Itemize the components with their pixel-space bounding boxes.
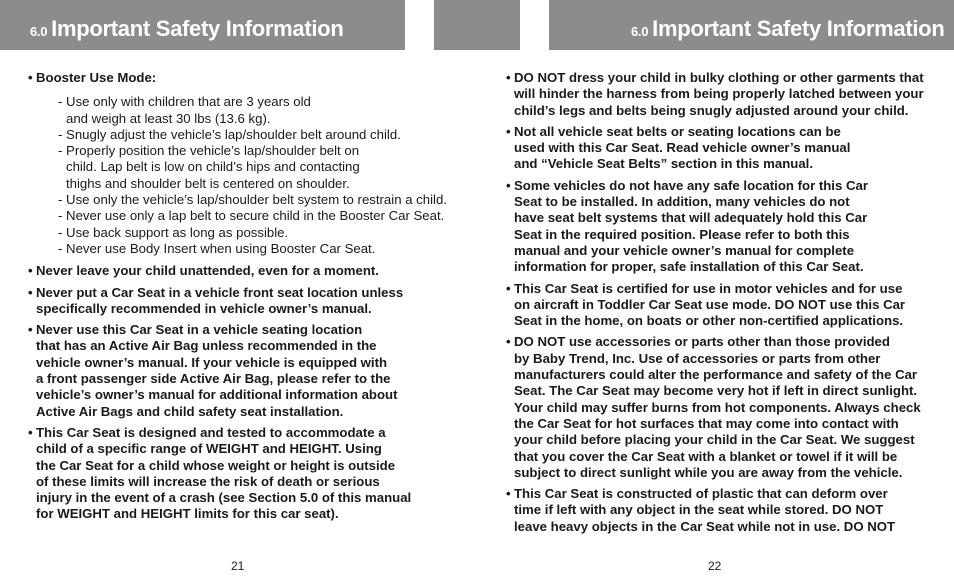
bullet-line: and “Vehicle Seat Belts” section in this manual. [514,156,814,172]
bullet-line: of these limits will increase the risk of death or serious [36,473,380,489]
bullet-line: • This Car Seat is designed and tested to accommodate a [36,424,386,440]
section-number: 6.0 [30,24,48,39]
bullet-line: Seat. The Car Seat may become very hot if left in direct sunlight. [514,383,918,399]
header-bar-spacer-left [434,0,520,50]
bullet-line: • Not all vehicle seat belts or seating locations can be [514,123,841,139]
booster-item-line: - Use back support as long as possible. [58,224,289,240]
booster-item-line: - Use only with children that are 3 years old [58,94,311,110]
left-page-content [28,70,448,528]
bullet-line: information for proper, safe installation of this Car Seat. [514,259,864,275]
bullet-line: used with this Car Seat. Read vehicle owner’s manual [514,140,851,156]
safety-bullet [28,425,448,523]
safety-bullet [506,486,930,535]
bullet-line: the Car Seat for a child whose weight or height is outside [36,457,396,473]
bullet-line: will hinder the harness from being properly latched between your [514,86,924,102]
bullet-line: time if left with any object in the seat while stored. DO NOT [514,502,884,518]
bullet-line: manufacturers could alter the performance and safety of the Car [514,367,918,383]
bullet-line: your child before placing your child in the Car Seat. We suggest [514,432,915,448]
booster-instructions-list [36,94,448,257]
bullet-line: Seat in the home, on boats or other non-certified applications. [514,313,904,329]
bullet-line: injury in the event of a crash (see Section 5.0 of this manual [36,490,412,506]
bullet-line: the Car Seat for hot surfaces that may come into contact with [514,415,899,431]
right-bullet-list [506,70,930,535]
bullet-line: child’s legs and belts being snugly adjusted around your child. [514,102,909,118]
bullet-line: a front passenger side Active Air Bag, please refer to the [36,371,391,387]
booster-item-line: child. Lap belt is low on child’s hips and contacting [66,159,360,175]
bullet-line: vehicle owner’s manual. If your vehicle is equipped with [36,354,388,370]
bullet-line: vehicle’s owner’s manual for additional information about [36,387,398,403]
booster-item-line: - Never use Body Insert when using Booster Car Seat. [58,240,376,256]
booster-item-line: - Use only the vehicle’s lap/shoulder belt system to restrain a child. [58,192,447,208]
page-title-left [30,16,343,42]
bullet-line: Active Air Bags and child safety seat installation. [36,403,344,419]
page-number-right: 22 [708,559,722,573]
bullet-line: that has an Active Air Bag unless recommended in the [36,338,377,354]
bullet-line: • This Car Seat is certified for use in motor vehicles and for use [514,280,903,296]
bullet-line: • DO NOT dress your child in bulky clothing or other garments that [514,70,924,85]
booster-item-line: thighs and shoulder belt is centered on shoulder. [66,175,350,191]
bullet-line: • This Car Seat is constructed of plastic that can deform over [514,486,888,502]
page-title-right [631,16,944,42]
safety-bullet [28,322,448,420]
bullet-line: subject to direct sunlight while you are away from the vehicle. [514,464,903,480]
bullet-line: have seat belt systems that will adequately hold this Car [514,210,868,226]
section-number: 6.0 [631,24,649,39]
page-number-left: 21 [231,559,245,573]
booster-use-mode-section [28,70,448,257]
section-title: Important Safety Information [652,16,945,41]
safety-bullet [506,124,930,173]
safety-bullet [506,178,930,276]
safety-bullet [506,281,930,330]
booster-item-line: and weigh at least 30 lbs (13.6 kg). [66,110,271,126]
safety-bullet [28,285,448,318]
bullet-line: • Never put a Car Seat in a vehicle front seat location unless [36,284,404,300]
bullet-line: for WEIGHT and HEIGHT limits for this car seat). [36,506,339,522]
safety-bullet [28,263,448,279]
bullet-line: • Never use this Car Seat in a vehicle seating location [36,322,363,338]
bullet-line: • Never leave your child unattended, even for a moment. [36,263,379,279]
bullet-line: • DO NOT use accessories or parts other than those provided [514,334,890,350]
bullet-line: leave heavy objects in the Car Seat while not in use. DO NOT [514,518,896,534]
bullet-line: child of a specific range of WEIGHT and HEIGHT. Using [36,441,382,457]
bullet-line: Your child may suffer burns from hot components. Always check [514,399,921,415]
bullet-line: that you cover the Car Seat with a blanket or towel if it will be [514,448,898,464]
booster-item-line: - Never use only a lap belt to secure child in the Booster Car Seat. [58,208,445,224]
safety-bullet [506,70,930,119]
bullet-line: manual and your vehicle owner’s manual for complete [514,242,855,258]
bullet-line: • Some vehicles do not have any safe location for this Car [514,177,868,193]
bullet-line: by Baby Trend, Inc. Use of accessories or parts from other [514,350,881,366]
booster-title: • Booster Use Mode: [36,70,157,85]
bullet-line: Seat to be installed. In addition, many vehicles do not [514,194,850,210]
booster-item-line: - Properly position the vehicle’s lap/shoulder belt on [58,143,360,159]
section-title: Important Safety Information [51,16,344,41]
bullet-line: on aircraft in Toddler Car Seat use mode. DO NOT use this Car [514,296,906,312]
right-page-content [506,70,930,540]
bullet-line: specifically recommended in vehicle owner’s manual. [36,300,372,316]
bullet-line: Seat in the required position. Please refer to both this [514,226,850,242]
booster-item-line: - Snugly adjust the vehicle’s lap/shoulder belt around child. [58,126,401,142]
safety-bullet [506,334,930,481]
left-bullet-list [28,263,448,522]
